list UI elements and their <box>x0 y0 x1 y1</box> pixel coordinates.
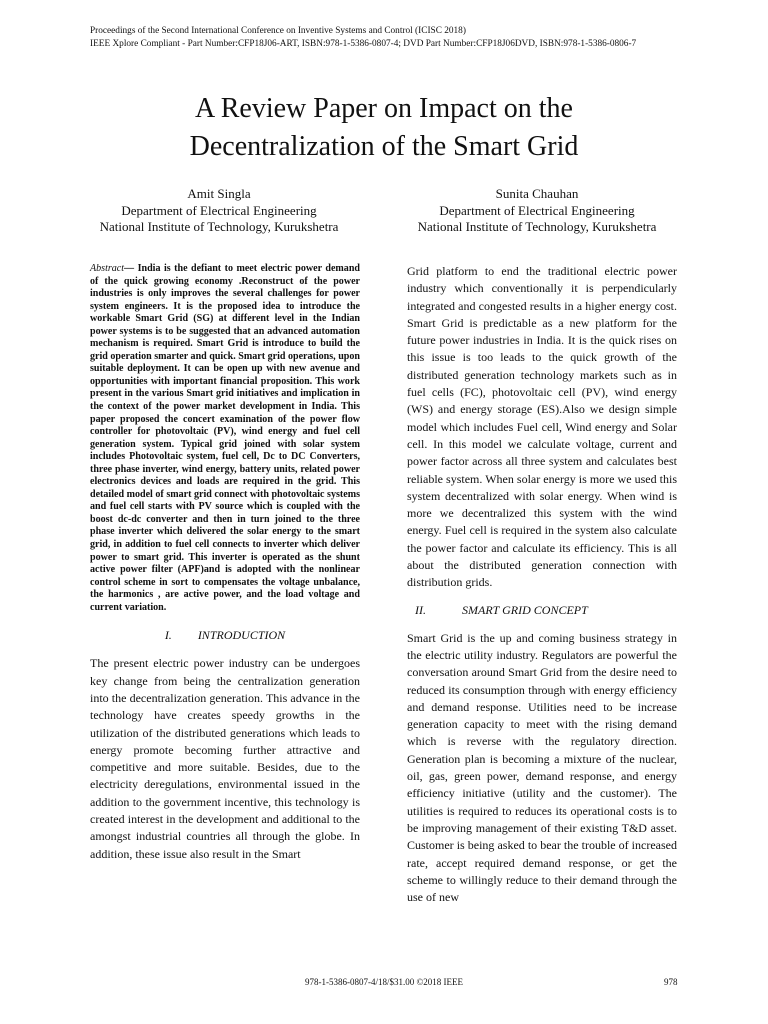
section-title: SMART GRID CONCEPT <box>462 602 588 617</box>
conference-header: Proceedings of the Second International Conference on Inventive Systems and Control (ICISC 2018) <box>90 26 466 36</box>
author-institute: National Institute of Technology, Kurukshetra <box>417 219 657 235</box>
page-number: 978 <box>664 977 678 987</box>
author-institute: National Institute of Technology, Kurukshetra <box>99 219 339 235</box>
author-block-1 <box>74 186 364 236</box>
abstract <box>90 263 360 614</box>
right-column <box>407 263 677 906</box>
title-line-1: A Review Paper on Impact on the <box>195 93 573 124</box>
introduction-paragraph: The present electric power industry can be undergoes key change from being the centralization generation into the decentralization generation. This advance in the technology have creates speedy growths in the utilization of the distributed generations which leads to energy promote becoming further attractive and competitive and more suitable. Besides, due to the electricity deregulations, environmental issued in the addition to the government incentive, this technology is created interest in the development and additional to the amongst industrial countries all through the globe. In addition, these issue also result in the Smart <box>90 656 360 861</box>
author-department: Department of Electrical Engineering <box>121 202 317 218</box>
section-number: II. <box>415 602 426 617</box>
abstract-text: — India is the defiant to meet electric power demand of the quick growing economy .Reconstruct of the power industries is only improves the several challenges for power system engineers. It is the proposed idea to introduce the workable Smart Grid (SG) at different level in the Indian power systems is to be suggested that an advanced automation mechanism is required. Smart Grid is introduce to build the grid operation smarter and quick. Smart grid operations, upon suitable deployment. It can be open up with new avenue and opportunities with important financial proposition. This work present in the various Smart grid initiatives and implication in the context of the power market development in India. This paper proposed the concert examination of the power flow controller for photovoltaic (PV), wind energy and fuel cell generation system. Typical grid joined with solar system includes Photovoltaic system, fuel cell, Dc to DC Converters, three phase inverter, wind energy, battery units, related power electronics devices and loads are required in the grid. This detailed model of smart grid connect with photovoltaic systems and fuel cell starts with PV source which is coupled with the boost dc-dc converter and then in turn joined to the three phase inverter which delivered the solar energy to the smart grid, in addition to fuel cell connects to inverter which deliver power to smart grid. This inverter is operated as the shunt active power filter (APF)and is adopted with the nonlinear control scheme in sort to compensates the voltage unbalance, the harmonics , are active power, and the load voltage and current variation. <box>90 263 360 613</box>
abstract-label: Abstract <box>90 263 125 274</box>
paper-title <box>60 90 708 166</box>
left-column <box>90 263 360 863</box>
section-number: I. <box>164 628 172 643</box>
section-title: INTRODUCTION <box>197 628 286 643</box>
introduction-continued-paragraph: Grid platform to end the traditional electric power industry which conventionally it is perpendicularly integrated and congested results in a higher energy cost. Smart Grid is predictable as a new platform for the future power industries in India. It is the quick rises on this issue is too leads to the quick growth of the distributed generation technology markets such as in fuel cells (FC), photovoltaic cell (PV), wind energy (WS) and energy storage (ES).Also we design simple model which includes Fuel cell, Wind energy and Solar cell. In this model we calculate voltage, current and power factor across all three system and calculates best reliable system. When solar energy is more we used this system decentralized with solar energy. When wind is more we decentralized this system with the wind energy. Fuel cell is required in the system also calculate the power factor and calculate its efficiency. This is all about the distributed generation connection with distribution grids. <box>407 264 677 590</box>
author-name: Amit Singla <box>187 186 251 201</box>
section-heading-smart-grid-concept <box>415 602 677 618</box>
copyright-footer: 978-1-5386-0807-4/18/$31.00 ©2018 IEEE <box>304 977 464 987</box>
author-block-2 <box>392 186 682 236</box>
author-department: Department of Electrical Engineering <box>439 202 635 218</box>
author-name: Sunita Chauhan <box>495 186 579 201</box>
smart-grid-concept-paragraph: Smart Grid is the up and coming business strategy in the electric utility industry. Regulators are powerful the conversation around Smart Grid from the desire need to reduced its consumption through with energy efficiency and demand response. Utilities need to be increase generation capacity to meet with the rising demand which is reverse with the regulatory direction. Generation plan is becoming a mixture of the nuclear, oil, gas, green power, demand response, and energy efficiency initiative (utility and the customer). The utilities is required to reduces its operational costs is to be improving management of their existing T&D asset. Customer is being asked to bear the trouble of increased rate, accept required demand response, or get the scheme to willingly reduce to their demand through the use of new <box>407 630 677 905</box>
section-heading-introduction <box>90 627 360 643</box>
isbn-header: IEEE Xplore Compliant - Part Number:CFP18J06-ART, ISBN:978-1-5386-0807-4; DVD Part Number:CFP18J06DVD, ISBN:978-1-5386-0806-7 <box>90 39 637 49</box>
title-line-2: Decentralization of the Smart Grid <box>189 131 579 162</box>
